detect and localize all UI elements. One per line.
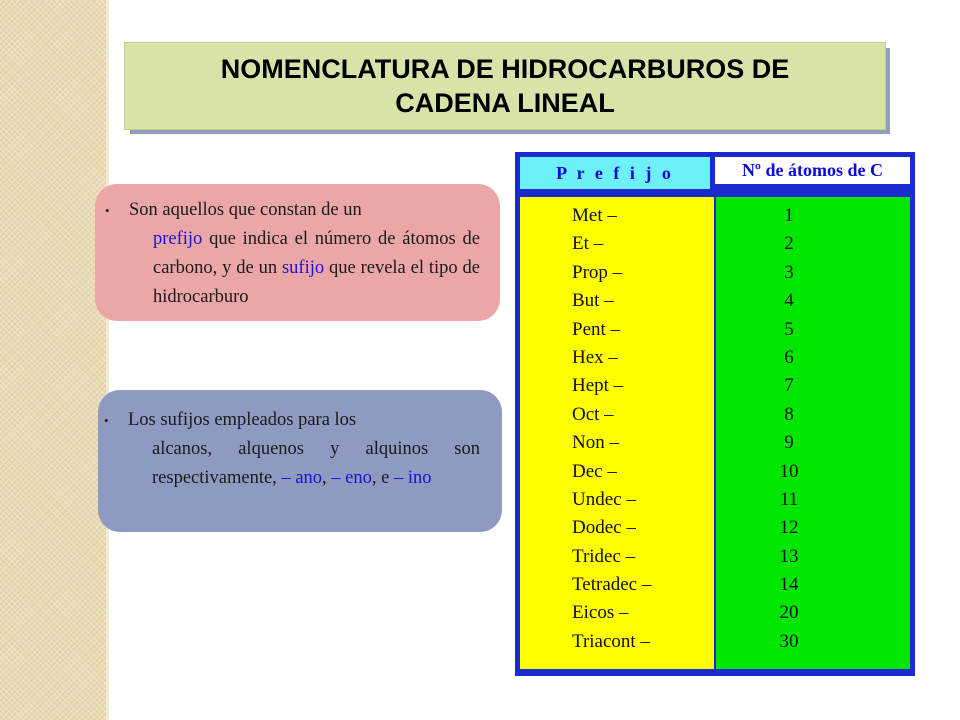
suffix-eno: – eno	[331, 468, 372, 488]
suffix-sep-2: , e	[371, 468, 394, 488]
row-prefix: Undec –	[572, 488, 636, 510]
row-prefix: Triacont –	[572, 630, 650, 652]
row-count: 10	[779, 460, 799, 482]
table-row	[520, 344, 910, 372]
row-count: 6	[784, 346, 794, 368]
row-count: 30	[779, 630, 799, 652]
suffix-text-first-line: Los sufijos empleados para los	[128, 410, 357, 430]
suffix-ano: – ano	[281, 468, 323, 488]
table-row	[520, 401, 910, 429]
row-prefix: Tetradec –	[572, 574, 652, 596]
row-count: 7	[784, 375, 794, 397]
row-prefix: Hex –	[572, 346, 618, 368]
prefix-explanation-card	[95, 184, 500, 321]
suffix-ino: – ino	[393, 468, 432, 488]
row-count: 8	[784, 403, 794, 425]
table-row	[520, 458, 910, 486]
row-count: 5	[784, 318, 794, 340]
decorative-side-strip	[0, 0, 106, 720]
row-prefix: Pent –	[572, 318, 621, 340]
suffix-text-middle: alcanos, alquenos y alquinos son respectivamente,	[152, 439, 480, 488]
row-prefix: Et –	[572, 233, 604, 255]
table-row	[520, 628, 910, 656]
suffix-keyword: sufijo	[281, 258, 325, 278]
bullet-dot-icon: •	[105, 203, 110, 218]
row-prefix: Non –	[572, 432, 619, 454]
row-count: 13	[779, 545, 799, 567]
table-row	[520, 316, 910, 344]
row-prefix: But –	[572, 290, 614, 312]
row-count: 3	[784, 261, 794, 283]
table-row	[520, 429, 910, 457]
row-count: 2	[784, 233, 794, 255]
table-row	[520, 372, 910, 400]
slide-title	[124, 42, 886, 130]
table-row	[520, 287, 910, 315]
suffix-sep-1: ,	[322, 468, 332, 488]
prefix-keyword: prefijo	[153, 229, 203, 249]
bullet-dot-icon: •	[104, 413, 109, 428]
table-row	[520, 486, 910, 514]
row-count: 12	[779, 517, 799, 539]
table-rows	[520, 202, 910, 656]
row-count: 11	[779, 488, 799, 510]
table-row	[520, 571, 910, 599]
row-prefix: Hept –	[572, 375, 624, 397]
row-count: 14	[779, 574, 799, 596]
suffix-explanation-card	[98, 390, 502, 532]
row-count: 20	[779, 602, 799, 624]
prefix-text-first-line: Son aquellos que constan de un	[129, 200, 362, 220]
prefix-text-end: que revela el tipo de hidrocarburo	[153, 258, 480, 307]
row-prefix: Prop –	[572, 261, 623, 283]
row-prefix: Oct –	[572, 403, 614, 425]
row-prefix: Dec –	[572, 460, 617, 482]
side-strip-edge	[106, 0, 109, 720]
row-count: 4	[784, 290, 794, 312]
row-prefix: Dodec –	[572, 517, 636, 539]
title-line-2: CADENA LINEAL	[395, 88, 615, 118]
row-count: 1	[784, 205, 794, 226]
row-prefix: Eicos –	[572, 602, 629, 624]
table-row	[520, 514, 910, 542]
table-row	[520, 202, 910, 230]
suffix-explanation-text	[104, 406, 480, 493]
row-prefix: Met –	[572, 205, 617, 226]
prefix-text-middle: que indica el número de átomos de carbono, y de un	[153, 229, 480, 278]
row-prefix: Tridec –	[572, 545, 636, 567]
table-row	[520, 230, 910, 258]
table-header-carbon-count: Nº de átomos de C	[715, 157, 910, 184]
title-line-1: NOMENCLATURA DE HIDROCARBUROS DE	[220, 54, 790, 84]
table-row	[520, 259, 910, 287]
prefix-explanation-text	[105, 196, 480, 312]
row-count: 9	[784, 432, 794, 454]
table-row	[520, 543, 910, 571]
table-row	[520, 599, 910, 627]
table-header-prefix: P r e f i j o	[520, 157, 710, 189]
